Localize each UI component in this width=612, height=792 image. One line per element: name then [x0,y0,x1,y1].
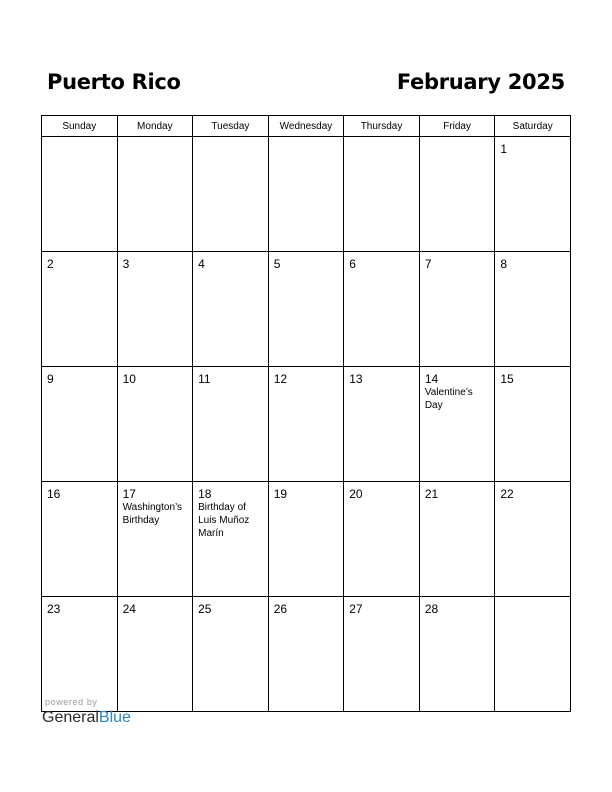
day-cell [42,597,118,712]
week-row [42,252,571,367]
day-cell [117,137,193,252]
weekday-thursday: Thursday [344,116,420,137]
day-cell [193,252,269,367]
day-number: 3 [122,257,130,271]
calendar-grid [41,115,571,712]
day-cell [268,597,344,712]
day-number: 23 [47,602,61,616]
weekday-wednesday: Wednesday [268,116,344,137]
day-cell [495,482,571,597]
day-cell [117,482,193,597]
day-number: 11 [198,372,211,386]
country-title: Puerto Rico [47,70,181,94]
day-cell [42,137,118,252]
weekday-header-row [42,116,571,137]
day-cell [495,137,571,252]
powered-by-label: powered by [45,697,98,707]
day-number: 26 [273,602,288,616]
day-number: 12 [273,372,288,386]
day-cell [419,137,495,252]
day-number: 4 [198,257,205,271]
day-cell [495,252,571,367]
holiday-event: Birthday of Luis Muñoz Marín [198,502,250,539]
day-number: 15 [500,372,514,386]
weekday-saturday: Saturday [495,116,571,137]
day-cell [268,252,344,367]
weekday-monday: Monday [117,116,193,137]
brand-blue-text: Blue [98,709,131,726]
day-number: 2 [47,257,54,271]
day-cell [344,597,420,712]
day-cell [42,482,118,597]
day-cell [419,482,495,597]
day-number: 21 [424,487,439,501]
day-number: 16 [47,487,61,501]
week-row [42,367,571,482]
day-cell [419,252,495,367]
day-number: 24 [122,602,136,616]
holiday-event: Washington’s Birthday [122,502,183,526]
day-number: 8 [500,257,508,271]
day-cell [117,252,193,367]
day-number: 22 [500,487,514,501]
weekday-friday: Friday [419,116,495,137]
day-cell [495,367,571,482]
day-number: 25 [198,602,212,616]
day-number: 7 [424,257,432,271]
day-cell [268,367,344,482]
day-cell [495,597,571,712]
day-number: 20 [349,487,363,501]
month-year-title: February 2025 [396,70,565,94]
day-cell [344,137,420,252]
day-cell [117,367,193,482]
day-cell [117,597,193,712]
day-number: 6 [349,257,356,271]
day-cell [268,482,344,597]
day-number: 13 [349,372,363,386]
day-cell [419,367,495,482]
day-number: 28 [424,602,439,616]
day-cell [344,367,420,482]
day-cell [42,252,118,367]
day-number: 5 [273,257,281,271]
week-row [42,597,571,712]
day-number: 18 [198,487,212,501]
weekday-sunday: Sunday [42,116,118,137]
day-number: 10 [122,372,136,386]
day-number: 14 [424,372,439,386]
footer-branding [42,697,131,728]
generalblue-logo[interactable] [42,708,131,728]
day-cell [344,252,420,367]
day-number: 17 [122,487,136,501]
holiday-event: Valentine’s Day [424,387,473,411]
day-cell [419,597,495,712]
day-cell [42,367,118,482]
day-cell [268,137,344,252]
week-row [42,482,571,597]
weekday-tuesday: Tuesday [193,116,269,137]
brand-general-text: General [42,709,99,726]
day-cell [344,482,420,597]
day-cell [193,482,269,597]
day-number: 9 [47,372,54,386]
day-number: 27 [349,602,363,616]
day-cell [193,597,269,712]
day-number: 19 [273,487,288,501]
day-cell [193,367,269,482]
day-cell [193,137,269,252]
week-row [42,137,571,252]
day-number: 1 [500,142,508,156]
